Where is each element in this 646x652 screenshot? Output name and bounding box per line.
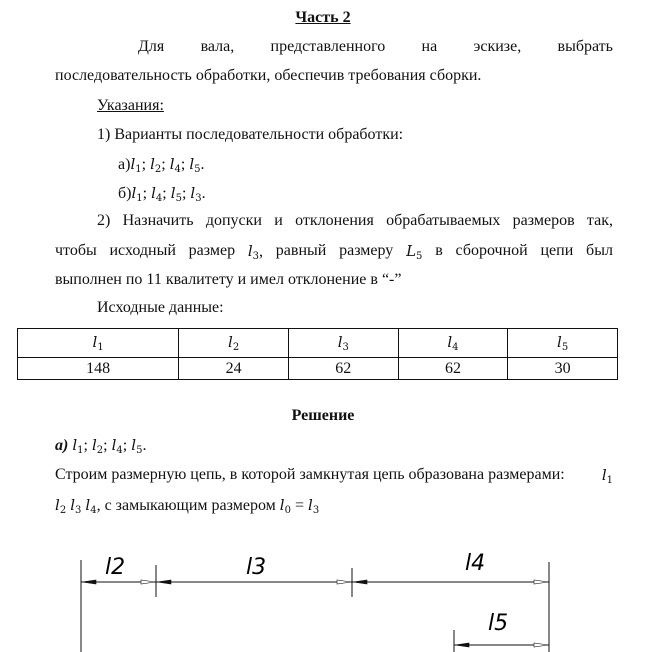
table-cell: 62 [288, 358, 398, 380]
word: эскизе, [473, 38, 522, 55]
word: выбрать [557, 38, 613, 55]
arrow-l5-left [455, 643, 469, 647]
arrow-l2-left [82, 580, 96, 584]
dimension-label-l5: l5 [488, 611, 509, 636]
word: на [421, 38, 438, 55]
section-heading: Часть 2 [295, 9, 351, 26]
arrow-l4-right [534, 580, 548, 584]
variant-prefix: а) [118, 156, 131, 173]
word: представленного [270, 38, 386, 55]
table-header-cell: $l_1$ [18, 329, 179, 358]
variant-b: $б)l_1$; $l_4$; $l_5$; $l_3$. [118, 184, 206, 204]
arrow-l3-right [337, 580, 351, 584]
word: вала, [200, 38, 235, 55]
dimension-label-l2: l2 [105, 555, 126, 580]
table-cell: 24 [179, 358, 289, 380]
arrow-l3-left [157, 580, 171, 584]
variant-label: а) [55, 437, 69, 454]
table-cell: 148 [18, 358, 179, 380]
source-data-label: Исходные данные: [97, 299, 224, 316]
word: Для [138, 38, 165, 55]
instructions-label: Указания: [97, 97, 164, 114]
item-2-line-1: 2) Назначить допуски и отклонения обрабатываемых размеров так, [97, 212, 613, 229]
item-2-line-3: выполнен по 11 квалитету и имел отклонение в “-” [55, 271, 402, 288]
variant-a: $а)l_1$; $l_2$; $l_4$; $l_5$. [118, 155, 205, 175]
table-cell: 30 [508, 358, 618, 380]
table-header-cell: $l_4$ [398, 329, 508, 358]
dimension-label-l3: l3 [246, 555, 267, 580]
solution-text-line-2: $l_2$ $l_3$ $l_4$, с замыкающим размером $l_0 = l_3$ [55, 496, 320, 516]
arrow-l5-right [534, 643, 548, 647]
table-header-cell: $l_5$ [508, 329, 618, 358]
arrow-l4-left [353, 580, 367, 584]
table-header-cell: $l_2$ [179, 329, 289, 358]
intro-line-2: последовательность обработки, обеспечив требования сборки. [55, 67, 482, 84]
arrow-l2-right [141, 580, 155, 584]
solution-text-line-1: Строим размерную цепь, в которой замкнутая цепь образована размерами: $l_1$ [55, 466, 613, 486]
dimension-label-l4: l4 [465, 551, 486, 576]
solution-variant: а) $l_1$; $l_2$; $l_4$; $l_5$. [55, 436, 147, 456]
table-header-cell: $l_3$ [288, 329, 398, 358]
solution-title: Решение [291, 407, 355, 424]
variant-prefix: б) [118, 185, 132, 202]
table-cell: 62 [398, 358, 508, 380]
item-1-text: 1) Варианты последовательности обработки: [97, 126, 404, 143]
item-2-line-2: чтобы исходный размер $l_3$, равный размеру $L_5$ в сборочной цепи был [55, 242, 613, 262]
